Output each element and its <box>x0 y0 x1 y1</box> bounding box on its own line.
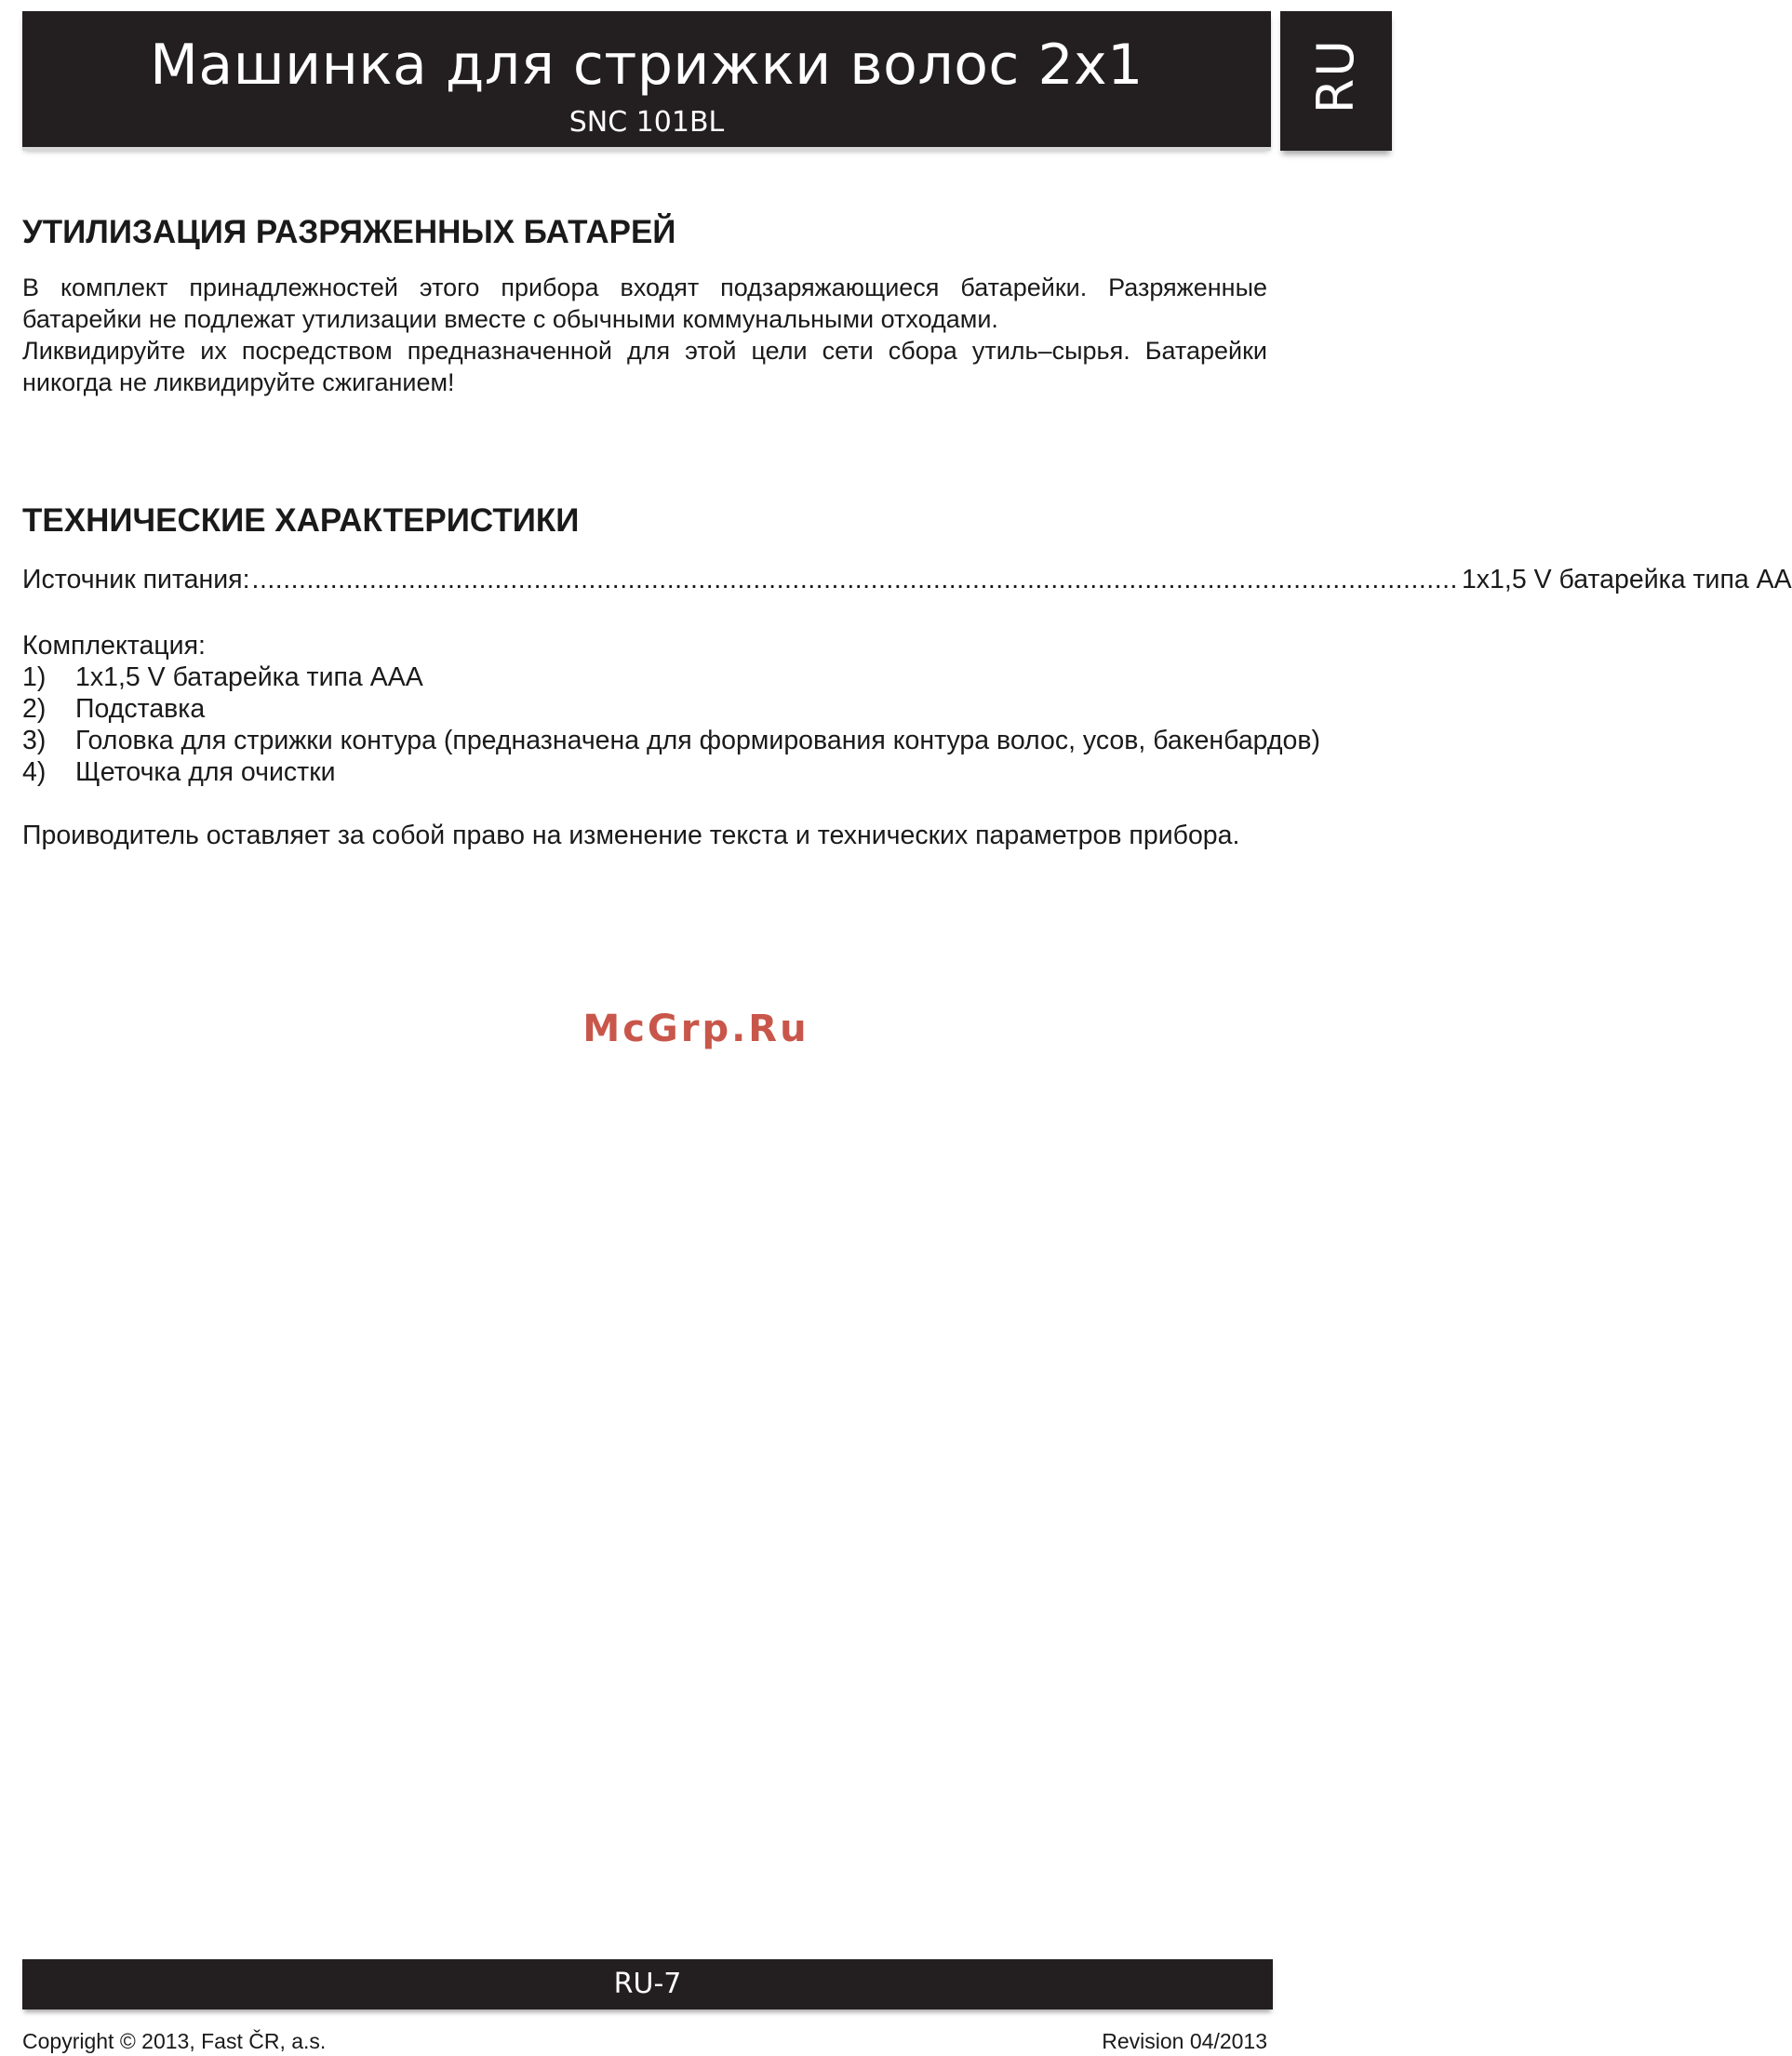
list-item-text: Щеточка для очистки <box>75 757 336 787</box>
language-code: RU <box>1306 38 1365 114</box>
list-item-number: 4) <box>22 757 47 787</box>
battery-disposal-paragraph-1: В комплект принадлежностей этого прибора входят подзаряжающиеся батарейки. Разряженные батарейки не подлежат утилизации вместе с обычными коммунальными отходами. <box>22 274 1267 333</box>
copyright-text: Copyright © 2013, Fast ČR, a.s. <box>22 2029 327 2053</box>
power-source-value: 1x1,5 V батарейка типа AA <box>1461 565 1792 594</box>
list-item-number: 2) <box>22 694 47 724</box>
battery-disposal-heading: УТИЛИЗАЦИЯ РАЗРЯЖЕННЫХ БАТАРЕЙ <box>22 214 676 250</box>
language-tab <box>1280 11 1392 151</box>
list-item-text: Подставка <box>75 694 206 724</box>
document-title: Машинка для стрижки волос 2x1 <box>150 33 1143 98</box>
header-divider <box>22 147 1271 151</box>
page-number-band <box>22 1959 1273 2009</box>
watermark: McGrp.Ru <box>582 1008 809 1050</box>
list-item-text: Головка для стрижки контура (предназначена для формирования контура волос, усов, бакенбардов) <box>75 726 1320 755</box>
page-number: RU-7 <box>613 1968 682 2000</box>
list-item <box>22 661 1320 693</box>
power-source-row <box>22 564 1792 595</box>
list-item-text: 1x1,5 V батарейка типа AAA <box>75 662 423 692</box>
dot-leader: .......................................................................................................................................................... <box>251 565 1458 594</box>
list-item-number: 1) <box>22 662 47 692</box>
model-number: SNC 101BL <box>568 106 725 139</box>
specs-heading: ТЕХНИЧЕСКИЕ ХАРАКТЕРИСТИКИ <box>22 502 580 539</box>
list-item <box>22 756 1320 788</box>
list-item <box>22 693 1320 725</box>
list-item <box>22 725 1320 756</box>
battery-disposal-paragraph-2: Ликвидируйте их посредством предназначенной для этой цели сети сбора утиль–сырья. Батарейки никогда не ликвидируйте сжиганием! <box>22 337 1267 396</box>
list-item-number: 3) <box>22 726 47 755</box>
package-label: Комплектация: <box>22 631 206 661</box>
revision-text: Revision 04/2013 <box>1102 2029 1267 2053</box>
page-header <box>22 11 1271 147</box>
disclaimer-text: Проиводитель оставляет за собой право на изменение текста и технических параметров прибора. <box>22 821 1240 850</box>
package-list <box>22 661 1320 788</box>
power-source-label: Источник питания: <box>22 565 250 594</box>
